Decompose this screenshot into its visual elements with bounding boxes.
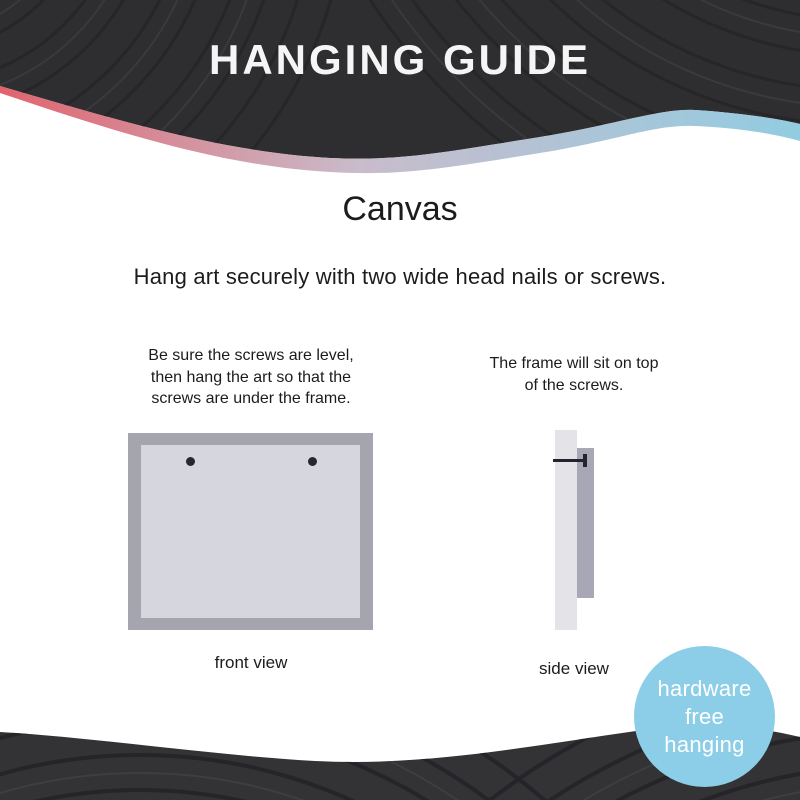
side-view-label: side view xyxy=(539,659,609,678)
badge-line-1: hardware xyxy=(657,675,752,701)
front-view-diagram xyxy=(128,433,373,630)
badge-line-3: hanging xyxy=(664,731,745,757)
front-view-label: front view xyxy=(214,653,288,672)
side-instruction-line-1: The frame will sit on top xyxy=(489,355,659,372)
nail-icon xyxy=(553,459,586,462)
canvas-face xyxy=(141,445,360,618)
side-view-instructions xyxy=(463,353,685,396)
product-type-title: Canvas xyxy=(342,190,458,228)
badge-line-2: free xyxy=(684,703,725,729)
page-title: HANGING GUIDE xyxy=(208,36,591,83)
side-instruction-line-2: of the screws. xyxy=(524,376,624,394)
front-view-instructions xyxy=(131,345,371,410)
screw-dot-left xyxy=(186,457,195,466)
header-wave-banner xyxy=(0,0,800,176)
front-instruction-line-2: then hang the art so that the xyxy=(150,368,352,386)
front-instruction-line-1: Be sure the screws are level, xyxy=(148,347,354,364)
screw-dot-right xyxy=(308,457,317,466)
front-instruction-line-3: screws are under the frame. xyxy=(151,390,351,407)
nail-head-icon xyxy=(583,454,587,467)
subtitle: Hang art securely with two wide head nails or screws. xyxy=(133,264,667,289)
hardware-free-badge xyxy=(634,646,775,787)
side-view-frame-bar xyxy=(577,448,594,598)
